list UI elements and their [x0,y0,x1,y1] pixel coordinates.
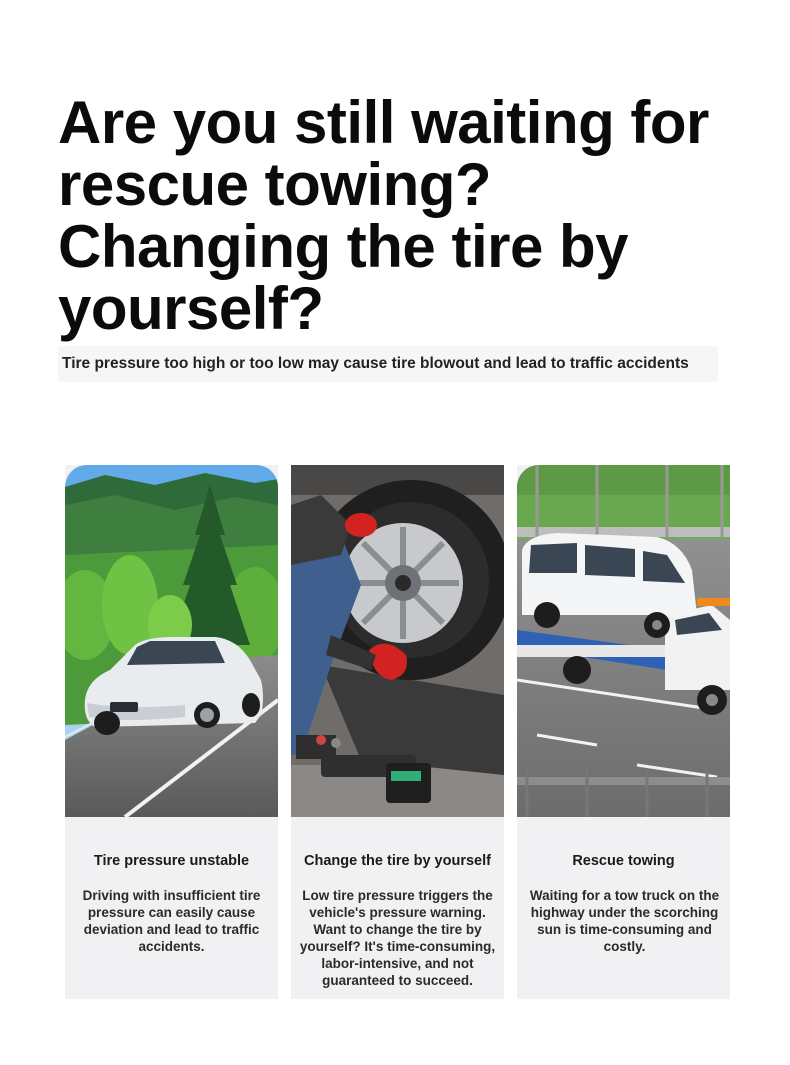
page-headline: Are you still waiting for rescue towing? Changing the tire by yourself? [58,89,709,342]
car-on-mountain-road-photo [65,465,278,817]
card-change-tire [291,465,504,999]
card-title: Rescue towing [572,853,675,869]
problem-cards [65,465,731,999]
card-description: Low tire pressure triggers the vehicle's pressure warning. Want to change the tire by yourself? It's time-consuming, labor-intensive, and not guaranteed to succeed. [299,888,496,988]
card-title: Tire pressure unstable [93,853,250,869]
card-tire-pressure [65,465,278,999]
card-description: Driving with insufficient tire pressure can easily cause deviation and lead to traffic accidents. [82,888,261,954]
card-description: Waiting for a tow truck on the highway under the scorching sun is time-consuming and costly. [529,888,720,954]
changing-tire-photo [291,465,504,817]
tow-truck-photo [517,465,730,817]
card-rescue-towing [517,465,730,999]
page-subheadline: Tire pressure too high or too low may cause tire blowout and lead to traffic accidents [58,346,718,382]
card-title: Change the tire by yourself [304,853,491,869]
